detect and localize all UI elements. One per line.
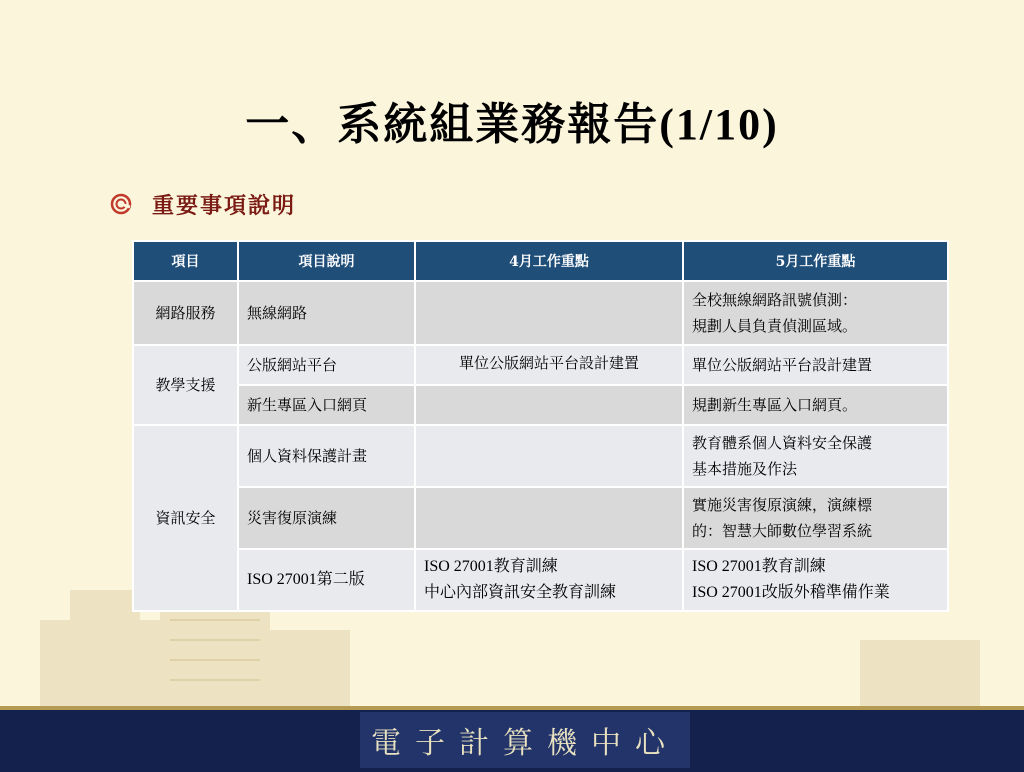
april-cell (415, 425, 683, 487)
table-row (133, 425, 948, 487)
category-cell: 教學支援 (133, 345, 238, 425)
bullet-row (110, 188, 296, 220)
category-cell: 網路服務 (133, 281, 238, 345)
may-line: 的：智慧大師數位學習系統 (692, 522, 873, 540)
may-line: 基本措施及作法 (692, 460, 798, 478)
description-cell: 無線網路 (238, 281, 415, 345)
may-line: ISO 27001改版外稽準備作業 (692, 584, 890, 601)
may-line: 規劃人員負責偵測區域。 (692, 317, 858, 335)
april-cell (415, 487, 683, 549)
april-cell (415, 549, 683, 611)
table-row (133, 487, 948, 549)
may-cell (683, 425, 948, 487)
work-report-table (132, 240, 949, 612)
header-april: 4月工作重點 (415, 241, 683, 281)
april-line: ISO 27001教育訓練 (424, 558, 558, 575)
may-cell (683, 549, 948, 611)
slide-title: 一、系統組業務報告(1/10) (245, 100, 779, 149)
swirl-bullet-icon (110, 193, 132, 215)
may-cell: 單位公版網站平台設計建置 (683, 345, 948, 385)
may-line: 全校無線網路訊號偵測： (692, 291, 858, 309)
category-cell: 資訊安全 (133, 425, 238, 611)
footer-logo: 電子計算機中心 (360, 712, 690, 768)
table-row (133, 345, 948, 385)
table-row (133, 549, 948, 611)
description-cell: 災害復原演練 (238, 487, 415, 549)
description-cell: 新生專區入口網頁 (238, 385, 415, 425)
table-header-row (133, 241, 948, 281)
header-item: 項目 (133, 241, 238, 281)
april-cell: 單位公版網站平台設計建置 (415, 345, 683, 385)
table-row (133, 281, 948, 345)
table-row (133, 385, 948, 425)
header-may: 5月工作重點 (683, 241, 948, 281)
header-description: 項目說明 (238, 241, 415, 281)
april-cell (415, 281, 683, 345)
may-line: 教育體系個人資料安全保護 (692, 434, 873, 452)
may-cell (683, 281, 948, 345)
april-line: 中心內部資訊安全教育訓練 (424, 584, 617, 601)
may-line: 實施災害復原演練，演練標 (692, 496, 873, 514)
may-cell (683, 487, 948, 549)
description-cell: 個人資料保護計畫 (238, 425, 415, 487)
april-cell (415, 385, 683, 425)
bullet-text: 重要事項說明 (152, 192, 297, 219)
may-line: ISO 27001教育訓練 (692, 558, 826, 575)
may-cell: 規劃新生專區入口網頁。 (683, 385, 948, 425)
description-cell: 公版網站平台 (238, 345, 415, 385)
description-cell: ISO 27001第二版 (238, 549, 415, 611)
